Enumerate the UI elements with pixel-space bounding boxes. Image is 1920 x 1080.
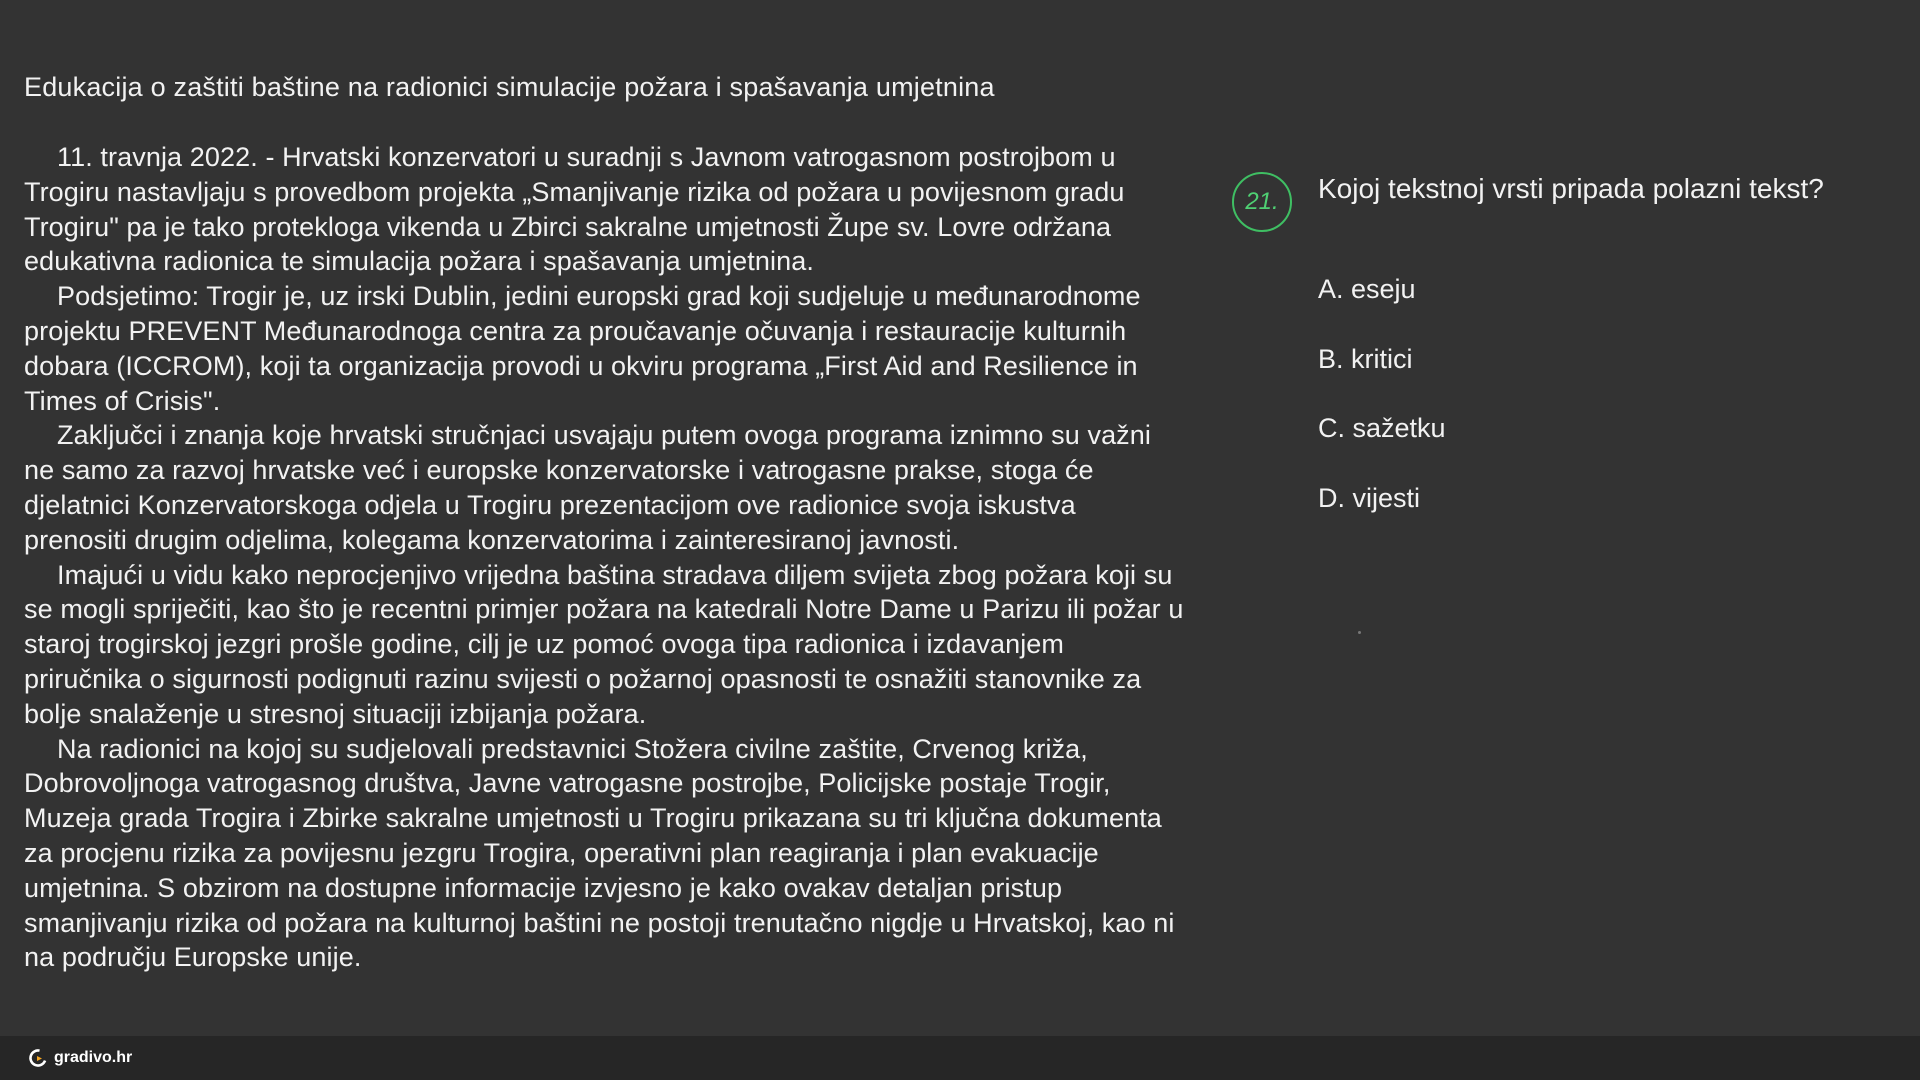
article-paragraph: Imajući u vidu kako neprocjenjivo vrijedna baština stradava diljem svijeta zbog požara koji su se mogli spriječiti, kao što je recentni primjer požara na katedrali Notre Dame u Parizu ili požar u staroj trogirskoj jezgri prošle godine, cilj je uz pomoć ovoga tipa radionica i izdavanjem priručnika o sigurnosti podignuti razinu svijesti o požarnoj opasnosti te osnažiti stanovnike za bolje snalaženje u stresnoj situaciji izbijanja požara.	[24, 559, 1184, 729]
answer-options	[1318, 272, 1446, 550]
question-text: Kojoj tekstnoj vrsti pripada polazni tekst?	[1318, 173, 1824, 204]
brand-link[interactable]	[28, 1048, 132, 1068]
article-title: Edukacija o zaštiti baštine na radionici simulacije požara i spašavanja umjetnina	[24, 72, 995, 102]
question-number-badge: 21.	[1232, 172, 1292, 232]
article	[24, 68, 1184, 975]
answer-option-a[interactable]: A. eseju	[1318, 274, 1416, 304]
answer-option-b[interactable]: B. kritici	[1318, 343, 1413, 374]
brand-name: gradivo.hr	[54, 1049, 133, 1066]
gradivo-logo-icon	[28, 1048, 48, 1068]
answer-option-c[interactable]: C. sažetku	[1318, 413, 1446, 443]
article-paragraph: Na radionici na kojoj su sudjelovali predstavnici Stožera civilne zaštite, Crvenog križa, Dobrovoljnoga vatrogasnog društva, Javne vatrogasne postrojbe, Policijske postaje Trogir, Muzeja grada Trogira i Zbirke sakralne umjetnosti u Trogiru prikazana su tri ključna dokumenta za procjenu rizika za povijesnu jezgru Trogira, operativni plan reagiranja i plan evakuacije umjetnina. S obzirom na dostupne informacije izvjesno je kako ovakav detaljan pristup smanjivanju rizika od požara na kulturnoj baštini ne postoji trenutačno nigdje u Hrvatskoj, kao ni na području Europske unije.	[24, 733, 1175, 973]
footer-bar	[0, 1036, 1920, 1080]
decorative-dot	[1358, 631, 1361, 634]
article-paragraph: Zaključci i znanja koje hrvatski stručnjaci usvajaju putem ovoga programa iznimno su važni ne samo za razvoj hrvatske već i europske konzervatorske i vatrogasne prakse, stoga će djelatnici Konzervatorskoga odjela u Trogiru prezentacijom ove radionice svoja iskustva prenositi drugim odjelima, kolegama konzervatorima i zainteresiranoj javnosti.	[24, 420, 1151, 555]
article-paragraph: 11. travnja 2022. - Hrvatski konzervatori u suradnji s Javnom vatrogasnom postrojbom u Trogiru nastavljaju s provedbom projekta „Smanjivanje rizika od požara u povijesnom gradu Trogiru" pa je tako protekloga vikenda u Zbirci sakralne umjetnosti Župe sv. Lovre održana edukativna radionica te simulacija požara i spašavanja umjetnina.	[24, 142, 1125, 277]
answer-option-d[interactable]: D. vijesti	[1318, 482, 1421, 513]
article-paragraph: Podsjetimo: Trogir je, uz irski Dublin, jedini europski grad koji sudjeluje u međunarodnome projektu PREVENT Međunarodnoga centra za proučavanje očuvanja i restauracije kulturnih dobara (ICCROM), koji ta organizacija provodi u okviru programa „First Aid and Resilience in Times of Crisis".	[24, 281, 1141, 416]
article-body	[24, 140, 1184, 975]
